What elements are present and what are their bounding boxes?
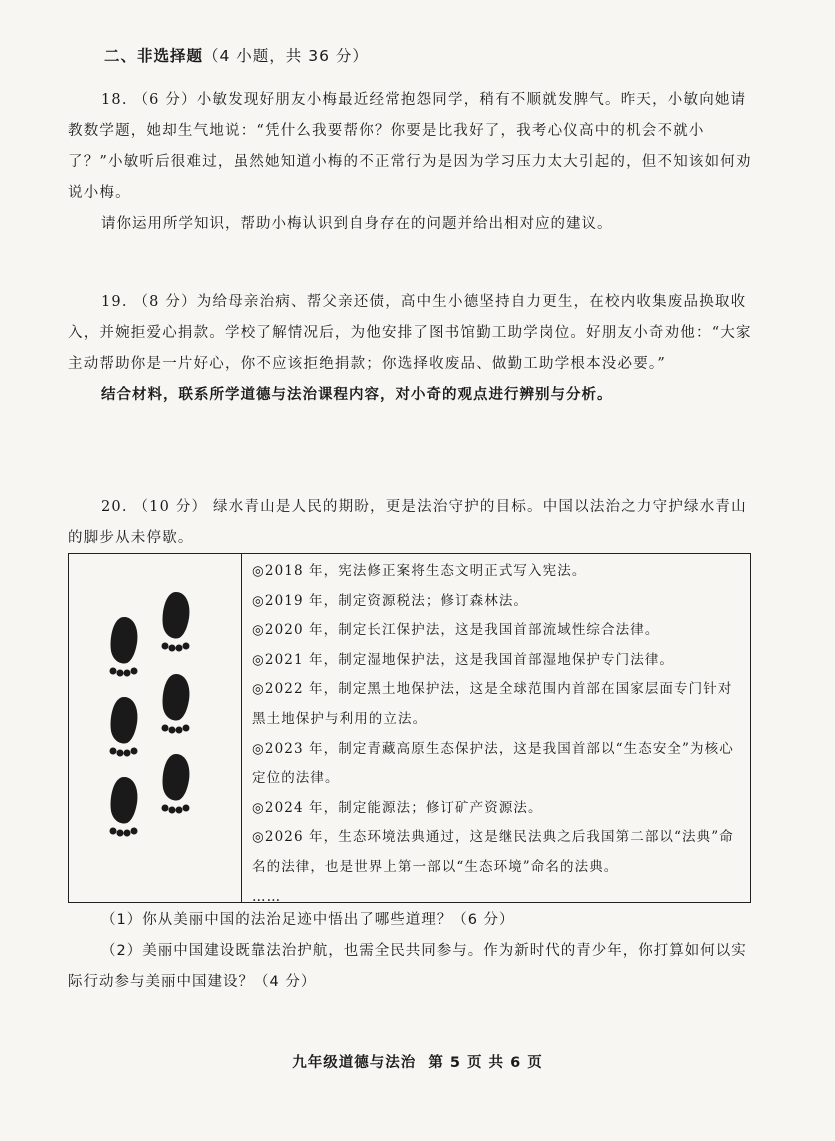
- question-20-subquestions: [68, 905, 758, 998]
- footprint-icon: [153, 666, 199, 738]
- timeline-item: ◎2026 年，生态环境法典通过，这是继民法典之后我国第二部以“法典”命名的法律，也是世界上第一部以“生态环境”命名的法典。: [252, 829, 734, 875]
- timeline-ellipsis: ……: [252, 888, 282, 905]
- question-20-intro: 20. （10 分） 绿水青山是人民的期盼，更是法治守护的目标。中国以法治之力守护绿水青山的脚步从未停歇。: [68, 499, 747, 546]
- footprint-icon: [153, 584, 199, 656]
- question-20-sub2: （2）美丽中国建设既靠法治护航，也需全民共同参与。作为新时代的青少年，你打算如何以实际行动参与美丽中国建设？（4 分）: [68, 943, 747, 990]
- timeline-item: ◎2022 年，制定黑土地保护法，这是全球范围内首部在国家层面专门针对黑土地保护与利用的立法。: [252, 681, 733, 727]
- section-title-sub: （4 小题，共 36 分）: [203, 47, 369, 65]
- section-title: [104, 44, 369, 66]
- question-20: [68, 492, 758, 554]
- page-footer: [0, 1051, 835, 1072]
- timeline-item: ◎2024 年，制定能源法；修订矿产资源法。: [252, 799, 543, 816]
- timeline-item: ◎2023 年，制定青藏高原生态保护法，这是我国首部以“生态安全”为核心定位的法律。: [252, 740, 734, 787]
- timeline-list: [242, 554, 750, 905]
- question-19-prompt: 结合材料，联系所学道德与法治课程内容，对小奇的观点进行辨别与分析。: [101, 387, 613, 403]
- question-20-material-table: [68, 553, 751, 903]
- timeline-item: ◎2018 年，宪法修正案将生态文明正式写入宪法。: [252, 563, 587, 579]
- footprint-icon: [101, 609, 147, 681]
- question-18: [68, 85, 758, 240]
- timeline-item: ◎2019 年，制定资源税法；修订森林法。: [252, 592, 529, 609]
- footprint-icon: [101, 689, 147, 761]
- footprint-icon: [101, 769, 147, 841]
- footer-page-number: 第 5 页 共 6 页: [428, 1055, 543, 1071]
- timeline-item: ◎2020 年，制定长江保护法，这是我国首部流域性综合法律。: [252, 622, 660, 639]
- question-19: [68, 287, 758, 411]
- question-18-material: 18. （6 分）小敏发现好朋友小梅最近经常抱怨同学，稍有不顺就发脾气。昨天，小敏向她请教数学题，她却生气地说：“凭什么我要帮你？你要是比我好了，我考心仪高中的机会不就小了？”小敏听后很难过，虽然她知道小梅的不正常行为是因为学习压力太大引起的，但不知该如何劝说小梅。: [68, 92, 752, 201]
- question-20-sub1: （1）你从美丽中国的法治足迹中悟出了哪些道理？（6 分）: [101, 912, 515, 928]
- footprints-image: [69, 554, 242, 902]
- section-title-main: 二、非选择题: [104, 47, 204, 65]
- footer-subject: 九年级道德与法治: [292, 1055, 417, 1071]
- question-19-material: 19. （8 分）为给母亲治病、帮父亲还债，高中生小德坚持自力更生，在校内收集废品换取收入，并婉拒爱心捐款。学校了解情况后，为他安排了图书馆勤工助学岗位。好朋友小奇劝他：“大家主动帮助你是一片好心，你不应该拒绝捐款；你选择收废品、做勤工助学根本没必要。”: [68, 294, 752, 372]
- question-18-prompt: 请你运用所学知识，帮助小梅认识到自身存在的问题并给出相对应的建议。: [101, 216, 613, 232]
- footprint-icon: [153, 746, 199, 818]
- timeline-item: ◎2021 年，制定湿地保护法，这是我国首部湿地保护专门法律。: [252, 651, 675, 668]
